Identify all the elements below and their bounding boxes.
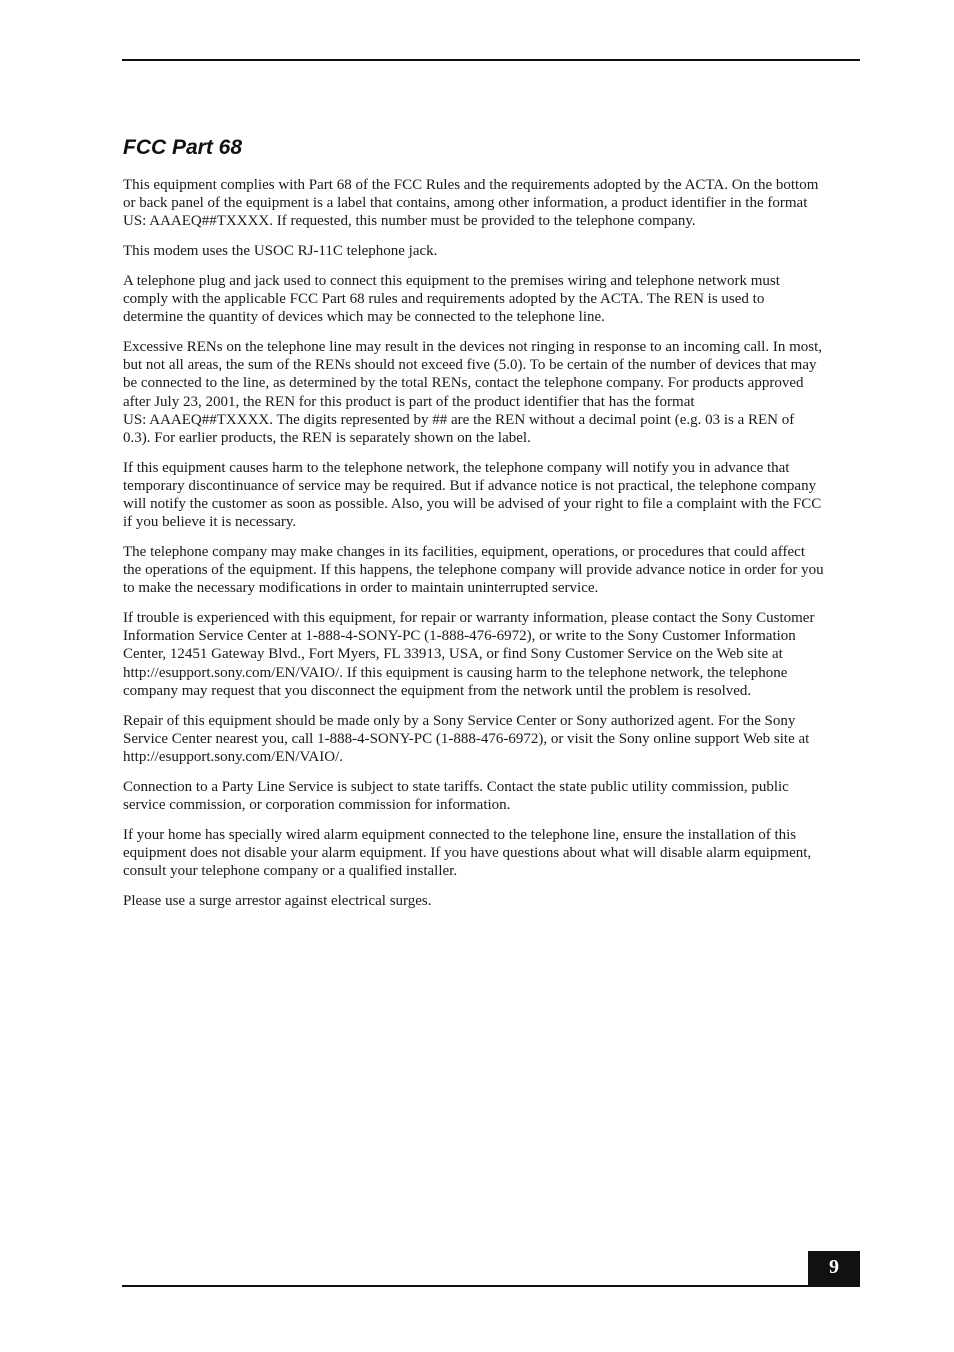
paragraph: If your home has specially wired alarm equipment connected to the telephone line, ensure the installation of this equipment does not disable your alarm equipment. If you have questions about what will disable alarm equipment, consult your telephone company or a qualified installer. <box>123 826 812 879</box>
header-rule <box>122 59 860 61</box>
footer-rule <box>122 1285 860 1287</box>
page-number: 9 <box>808 1251 860 1287</box>
paragraph: Please use a surge arrestor against electrical surges. <box>123 892 432 909</box>
paragraph: A telephone plug and jack used to connect this equipment to the premises wiring and telephone network must comply with the applicable FCC Part 68 rules and requirements adopted by the ACTA. The REN is used to determine the quantity of devices which may be connected to the telephone line. <box>123 272 780 326</box>
paragraph: The telephone company may make changes in its facilities, equipment, operations, or procedures that could affect the operations of the equipment. If this happens, the telephone company will provide advance notice in order for you to make the necessary modifications in order to maintain uninterrupted service. <box>123 543 824 597</box>
paragraph: Repair of this equipment should be made only by a Sony Service Center or Sony authorized agent. For the Sony Service Center nearest you, call 1-888-4-SONY-PC (1-888-476-6972), or visit the Sony online support Web site at http://esupport.sony.com/EN/VAIO/. <box>123 712 810 765</box>
paragraph: This equipment complies with Part 68 of the FCC Rules and the requirements adopted by the ACTA. On the bottom or back panel of the equipment is a label that contains, among other information, a product identifier in the format US: AAAEQ##TXXXX. If requested, this number must be provided to the telephone company. <box>123 177 819 230</box>
paragraph: This modem uses the USOC RJ-11C telephone jack. <box>123 243 438 260</box>
paragraph: If this equipment causes harm to the telephone network, the telephone company will notify you in advance that temporary discontinuance of service may be required. But if advance notice is not practical, the telephone company will notify the customer as soon as possible. Also, you will be advised of your right to file a complaint with the FCC if you believe it is necessary. <box>123 459 822 531</box>
section-title: FCC Part 68 <box>123 136 243 159</box>
document-body <box>123 134 859 921</box>
paragraph: If trouble is experienced with this equipment, for repair or warranty information, please contact the Sony Customer Information Service Center at 1-888-4-SONY-PC (1-888-476-6972), or write to the Sony Customer Information Center, 12451 Gateway Blvd., Fort Myers, FL 33913, USA, or find Sony Customer Service on the Web site at http://esupport.sony.com/EN/VAIO/. If this equipment is causing harm to the telephone network, the telephone company may request that you disconnect the equipment from the network until the problem is resolved. <box>123 610 815 699</box>
paragraph: Connection to a Party Line Service is subject to state tariffs. Contact the state public utility commission, public service commission, or corporation commission for information. <box>123 778 789 813</box>
paragraph: Excessive RENs on the telephone line may result in the devices not ringing in response to an incoming call. In most, but not all areas, the sum of the RENs should not exceed five (5.0). To be certain of the number of devices that may be connected to the line, as determined by the total RENs, contact the telephone company. For products approved after July 23, 2001, the REN for this product is part of the product identifier that has the format US: AAAEQ##TXXXX. The digits represented by ## are the REN without a decimal point (e.g. 03 is a REN of 0.3). For earlier products, the REN is separately shown on the label. <box>123 338 823 446</box>
